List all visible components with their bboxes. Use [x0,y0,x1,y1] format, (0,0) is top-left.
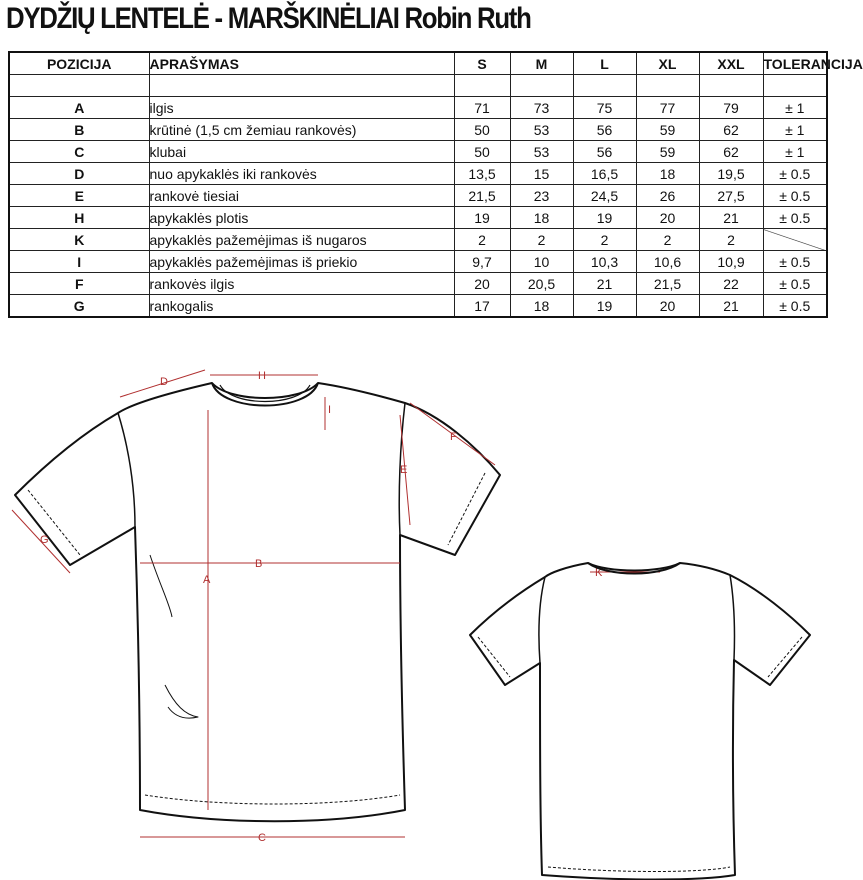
row-description: rankovė tiesiai [149,185,454,207]
table-row [9,295,827,318]
header-size-l: L [573,52,636,75]
measurement-lines [12,370,660,837]
row-value-s: 13,5 [454,163,510,185]
row-value-m: 23 [510,185,573,207]
row-description: apykaklės pažemėjimas iš priekio [149,251,454,273]
label-k: K [595,567,603,579]
row-value-l: 21 [573,273,636,295]
row-value-xxl: 2 [699,229,763,251]
back-tshirt-outline [470,563,810,880]
label-f: F [450,431,457,443]
table-row [9,163,827,185]
row-position: C [9,141,149,163]
row-position: D [9,163,149,185]
header-position: POZICIJA [9,52,149,75]
row-tolerance: ± 1 [763,141,827,163]
row-value-l: 19 [573,295,636,318]
row-value-s: 50 [454,119,510,141]
tshirt-diagram [0,355,833,880]
label-e: E [400,464,408,476]
row-value-xxl: 21 [699,295,763,318]
row-tolerance: ± 0.5 [763,273,827,295]
row-description: apykaklės plotis [149,207,454,229]
label-d: D [160,376,168,388]
row-value-xl: 77 [636,97,699,119]
row-value-xl: 21,5 [636,273,699,295]
row-value-m: 2 [510,229,573,251]
row-value-xxl: 62 [699,141,763,163]
row-value-xl: 20 [636,295,699,318]
row-value-s: 2 [454,229,510,251]
row-description: apykaklės pažemėjimas iš nugaros [149,229,454,251]
measurement-labels [40,370,603,844]
table-row [9,119,827,141]
row-value-xxl: 21 [699,207,763,229]
row-value-l: 19 [573,207,636,229]
header-description: APRAŠYMAS [149,52,454,75]
row-value-xl: 2 [636,229,699,251]
row-position: B [9,119,149,141]
row-value-m: 73 [510,97,573,119]
header-size-m: M [510,52,573,75]
row-value-m: 20,5 [510,273,573,295]
row-value-m: 53 [510,119,573,141]
row-value-l: 56 [573,119,636,141]
row-value-l: 16,5 [573,163,636,185]
row-value-l: 10,3 [573,251,636,273]
row-value-xxl: 19,5 [699,163,763,185]
row-position: H [9,207,149,229]
table-row [9,229,827,251]
label-g: G [40,534,49,546]
row-value-m: 18 [510,295,573,318]
header-size-xl: XL [636,52,699,75]
row-tolerance: ± 1 [763,119,827,141]
row-value-l: 2 [573,229,636,251]
row-position: K [9,229,149,251]
row-description: rankovės ilgis [149,273,454,295]
front-tshirt-outline [15,383,500,821]
table-row [9,141,827,163]
row-description: nuo apykaklės iki rankovės [149,163,454,185]
table-row [9,185,827,207]
label-c: C [258,832,266,844]
row-value-s: 9,7 [454,251,510,273]
row-value-s: 20 [454,273,510,295]
row-tolerance: ± 1 [763,97,827,119]
row-value-xl: 26 [636,185,699,207]
row-tolerance: ± 0.5 [763,251,827,273]
row-value-xl: 18 [636,163,699,185]
row-value-xxl: 27,5 [699,185,763,207]
row-position: G [9,295,149,318]
row-value-s: 50 [454,141,510,163]
row-description: ilgis [149,97,454,119]
row-value-l: 56 [573,141,636,163]
row-value-xxl: 10,9 [699,251,763,273]
row-position: F [9,273,149,295]
label-i: I [328,404,332,416]
row-tolerance: ± 0.5 [763,207,827,229]
table-row [9,251,827,273]
row-value-xl: 59 [636,141,699,163]
row-value-s: 71 [454,97,510,119]
row-value-s: 19 [454,207,510,229]
row-description: krūtinė (1,5 cm žemiau rankovės) [149,119,454,141]
row-value-xxl: 62 [699,119,763,141]
table-row [9,207,827,229]
row-position: I [9,251,149,273]
table-row [9,273,827,295]
label-b: B [255,558,263,570]
row-value-l: 75 [573,97,636,119]
label-h: H [258,370,266,382]
row-value-xl: 20 [636,207,699,229]
header-row [9,52,827,75]
front-tshirt [15,383,500,821]
row-position: A [9,97,149,119]
row-value-m: 10 [510,251,573,273]
row-value-s: 21,5 [454,185,510,207]
row-description: rankogalis [149,295,454,318]
label-a: A [203,574,211,586]
row-tolerance [763,229,827,251]
row-value-xxl: 79 [699,97,763,119]
size-table [8,51,863,318]
row-value-m: 15 [510,163,573,185]
row-value-xl: 10,6 [636,251,699,273]
row-value-s: 17 [454,295,510,318]
table-row [9,97,827,119]
row-value-l: 24,5 [573,185,636,207]
header-size-s: S [454,52,510,75]
row-value-m: 53 [510,141,573,163]
spacer-row [9,75,827,97]
header-tolerance: TOLERANCIJA [763,52,827,75]
row-description: klubai [149,141,454,163]
row-value-xl: 59 [636,119,699,141]
page-title: DYDŽIŲ LENTELĖ - MARŠKINĖLIAI Robin Ruth [6,2,531,35]
back-tshirt [470,563,810,880]
header-size-xxl: XXL [699,52,763,75]
row-tolerance: ± 0.5 [763,185,827,207]
row-value-m: 18 [510,207,573,229]
row-position: E [9,185,149,207]
row-tolerance: ± 0.5 [763,163,827,185]
row-tolerance: ± 0.5 [763,295,827,318]
row-value-xxl: 22 [699,273,763,295]
